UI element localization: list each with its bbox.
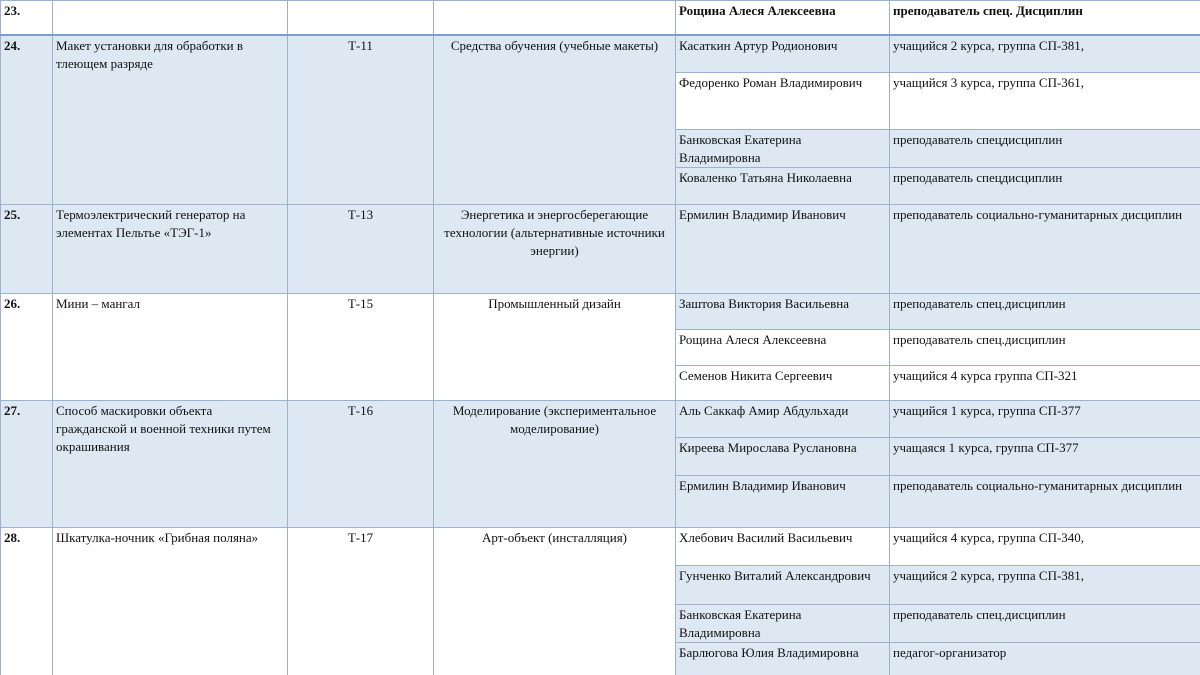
project-code: Т-15 bbox=[288, 294, 434, 401]
project-category: Промышленный дизайн bbox=[434, 294, 676, 401]
participant-role: учащаяся 1 курса, группа СП-377 bbox=[890, 438, 1200, 476]
project-category: Средства обучения (учебные макеты) bbox=[434, 36, 676, 205]
project-category: Арт-объект (инсталляция) bbox=[434, 528, 676, 675]
participant-role: преподаватель спец. Дисциплин bbox=[890, 1, 1200, 36]
participant-name: Рощина Алеся Алексеевна bbox=[676, 330, 890, 366]
header-divider bbox=[0, 34, 1200, 36]
project-category: Моделирование (экспериментальное моделирование) bbox=[434, 401, 676, 528]
participant-name: Гунченко Виталий Александрович bbox=[676, 566, 890, 605]
participant-name: Федоренко Роман Владимирович bbox=[676, 73, 890, 130]
participant-role: преподаватель социально-гуманитарных дисциплин bbox=[890, 205, 1200, 294]
participant-name: Ермилин Владимир Иванович bbox=[676, 476, 890, 528]
row-number: 25. bbox=[1, 205, 53, 294]
project-title: Термоэлектрический генератор на элементах Пельтье «ТЭГ-1» bbox=[53, 205, 288, 294]
participant-name: Коваленко Татьяна Николаевна bbox=[676, 168, 890, 205]
participant-name: Хлебович Василий Васильевич bbox=[676, 528, 890, 566]
participant-name: Барлюгова Юлия Владимировна bbox=[676, 643, 890, 675]
participant-name: Банковская Екатерина Владимировна bbox=[676, 130, 890, 168]
row-number: 27. bbox=[1, 401, 53, 528]
project-code: Т-13 bbox=[288, 205, 434, 294]
participant-role: учащийся 3 курса, группа СП-361, bbox=[890, 73, 1200, 130]
participant-name: Аль Саккаф Амир Абдульхади bbox=[676, 401, 890, 438]
participant-role: учащийся 1 курса, группа СП-377 bbox=[890, 401, 1200, 438]
row-number: 28. bbox=[1, 528, 53, 675]
participant-role: педагог-организатор bbox=[890, 643, 1200, 675]
project-title: Способ маскировки объекта гражданской и военной техники путем окрашивания bbox=[53, 401, 288, 528]
code-cell bbox=[288, 1, 434, 36]
participant-role: учащийся 2 курса, группа СП-381, bbox=[890, 36, 1200, 73]
project-code: Т-16 bbox=[288, 401, 434, 528]
category-cell bbox=[434, 1, 676, 36]
row-number: 23. bbox=[1, 1, 53, 36]
participant-name: Семенов Никита Сергеевич bbox=[676, 366, 890, 401]
table-row-24 bbox=[1, 36, 1200, 73]
table-row-28 bbox=[1, 528, 1200, 566]
project-code: Т-17 bbox=[288, 528, 434, 675]
participant-role: учащийся 4 курса группа СП-321 bbox=[890, 366, 1200, 401]
participant-role: преподаватель спец.дисциплин bbox=[890, 605, 1200, 643]
table-row-25 bbox=[1, 205, 1200, 294]
row-number: 24. bbox=[1, 36, 53, 205]
project-code: Т-11 bbox=[288, 36, 434, 205]
project-title: Шкатулка-ночник «Грибная поляна» bbox=[53, 528, 288, 675]
row-number: 26. bbox=[1, 294, 53, 401]
participant-name: Банковская Екатерина Владимировна bbox=[676, 605, 890, 643]
participant-role: преподаватель социально-гуманитарных дисциплин bbox=[890, 476, 1200, 528]
participant-name: Заштова Виктория Васильевна bbox=[676, 294, 890, 330]
participant-role: преподаватель спец.дисциплин bbox=[890, 330, 1200, 366]
participant-role: учащийся 4 курса, группа СП-340, bbox=[890, 528, 1200, 566]
participant-name: Киреева Мирослава Руслановна bbox=[676, 438, 890, 476]
participant-role: преподаватель спецдисциплин bbox=[890, 130, 1200, 168]
project-title: Макет установки для обработки в тлеющем разряде bbox=[53, 36, 288, 205]
participant-name: Рощина Алеся Алексеевна bbox=[676, 1, 890, 36]
table-row-26 bbox=[1, 294, 1200, 330]
participant-name: Касаткин Артур Родионович bbox=[676, 36, 890, 73]
project-category: Энергетика и энергосберегающие технологии (альтернативные источники энергии) bbox=[434, 205, 676, 294]
participant-role: учащийся 2 курса, группа СП-381, bbox=[890, 566, 1200, 605]
participant-name: Ермилин Владимир Иванович bbox=[676, 205, 890, 294]
participant-role: преподаватель спец.дисциплин bbox=[890, 294, 1200, 330]
project-title-cell bbox=[53, 1, 288, 36]
participant-role: преподаватель спецдисциплин bbox=[890, 168, 1200, 205]
project-title: Мини – мангал bbox=[53, 294, 288, 401]
table-row-23 bbox=[1, 1, 1200, 36]
table-row-27 bbox=[1, 401, 1200, 438]
